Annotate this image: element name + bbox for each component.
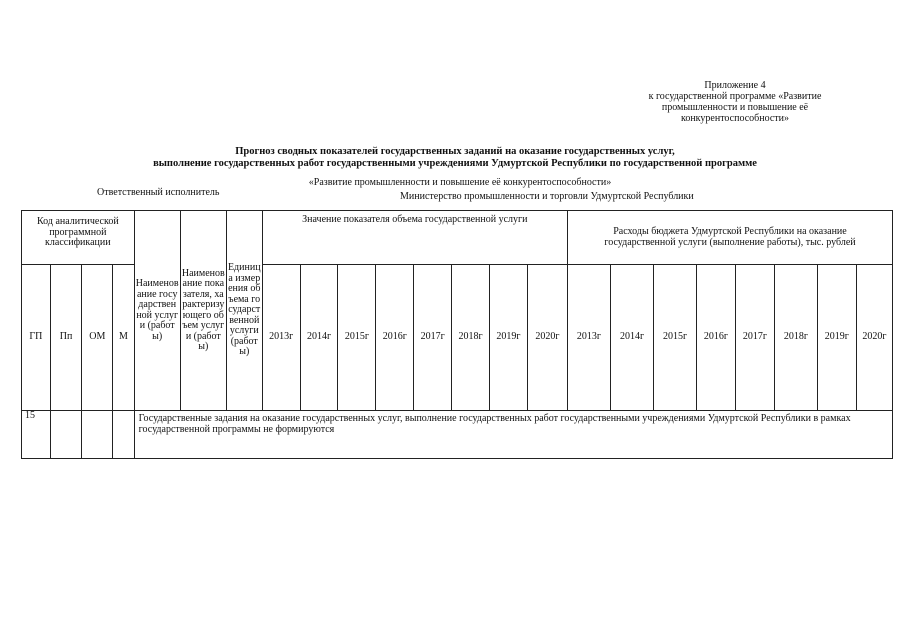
volume-year-2019: 2019г xyxy=(490,265,528,411)
volume-year-2014: 2014г xyxy=(300,265,338,411)
header-code-group-label: Код аналитической программной классификации xyxy=(36,216,119,248)
header-om: ОМ xyxy=(82,265,113,411)
header-service-name-label: Наименование государственной услуги (работы) xyxy=(135,278,179,342)
header-indicator-name xyxy=(180,211,226,411)
volume-year-2020: 2020г xyxy=(527,265,567,411)
document-title xyxy=(60,146,850,170)
volume-year-2018: 2018г xyxy=(452,265,490,411)
title-line-2: выполнение государственных работ государственными учреждениями Удмуртской Республики по государственной программе xyxy=(153,158,757,169)
appendix-line-4: конкурентоспособности» xyxy=(680,113,790,124)
header-indicator-name-label: Наименование показателя, характеризующего объем услуги (работы) xyxy=(181,267,225,352)
row-gp-code: 15 xyxy=(22,411,51,459)
header-unit-label: Единица измерения объема государственной услуги (работы) xyxy=(227,262,261,358)
row-pp-code xyxy=(50,411,82,459)
header-pp: Пп xyxy=(50,265,82,411)
expenses-year-2014: 2014г xyxy=(610,265,653,411)
expenses-year-2019: 2019г xyxy=(817,265,856,411)
row-note: Государственные задания на оказание государственных услуг, выполнение государственных работ государственными учреждениями Удмуртской Республики в рамках государственной программы не формируются xyxy=(134,411,892,459)
expenses-year-2013: 2013г xyxy=(567,265,610,411)
header-service-name xyxy=(134,211,180,411)
header-volume-group-label: Значение показателя объема государственной услуги xyxy=(302,214,528,225)
header-expenses-group xyxy=(567,211,892,265)
volume-year-2016: 2016г xyxy=(376,265,414,411)
expenses-year-2016: 2016г xyxy=(697,265,736,411)
header-code-group xyxy=(22,211,135,265)
expenses-year-2020: 2020г xyxy=(856,265,892,411)
expenses-year-2017: 2017г xyxy=(735,265,774,411)
volume-year-2015: 2015г xyxy=(338,265,376,411)
title-line-1: Прогноз сводных показателей государственных заданий на оказание государственных услуг, xyxy=(235,146,675,157)
responsible-value: Министерство промышленности и торговли Удмуртской Республики xyxy=(400,191,694,202)
program-name: «Развитие промышленности и повышение её конкурентоспособности» xyxy=(308,177,612,188)
header-gp: ГП xyxy=(22,265,51,411)
row-om-code xyxy=(82,411,113,459)
expenses-year-2018: 2018г xyxy=(774,265,817,411)
header-expenses-group-label: Расходы бюджета Удмуртской Республики на оказание государственной услуги (выполнение работы), тыс. рублей xyxy=(604,226,856,248)
appendix-line-1: Приложение 4 xyxy=(704,80,766,91)
volume-year-2017: 2017г xyxy=(414,265,452,411)
header-unit xyxy=(226,211,262,411)
indicators-table xyxy=(21,210,893,459)
responsible-label: Ответственный исполнитель xyxy=(97,187,220,198)
appendix-line-3: промышленности и повышение её xyxy=(661,102,809,113)
header-m: М xyxy=(113,265,135,411)
header-volume-group xyxy=(262,211,567,265)
volume-year-2013: 2013г xyxy=(262,265,300,411)
appendix-line-2: к государственной программе «Развитие xyxy=(648,91,822,102)
expenses-year-2015: 2015г xyxy=(654,265,697,411)
appendix-header xyxy=(600,80,870,124)
row-m-code xyxy=(113,411,135,459)
